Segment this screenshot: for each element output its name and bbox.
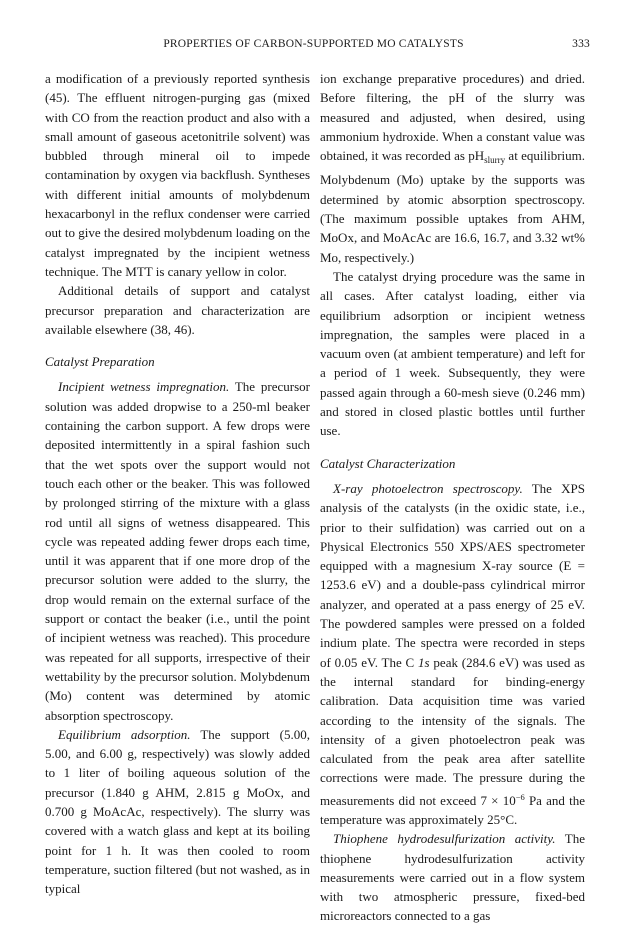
paragraph-drying-procedure: The catalyst drying procedure was the same in all cases. After catalyst loading, either via equilibrium adsorption or incipient wetness impregnation, the samples were placed in a vacuum oven (at ambient temperature) and left for a period of 1 week. Subsequently, they were passed again through a 60-mesh sieve (0.246 mm) and stored in closed plastic bottles until further use.: [320, 268, 585, 439]
paragraph-text: Pa and the temperature was approximately 25°C.: [320, 792, 586, 827]
paragraph-incipient-wetness: [45, 377, 310, 724]
page-header: [45, 38, 590, 56]
paragraph-text: The XPS analysis of the catalysts (in the oxidic state, i.e., prior to their sulfidation) was carried out on a Physical Electronics 550 XPS/AES spectrometer equipped with a magnesium X-ray source (E = 1253.6 eV) and a double-pass cylindrical mirror analyzer, and operated at a pass energy of 25 eV. The powdered samples were pressed on a folded indium plate. The spectra were recorded in steps of 0.05 eV. The C: [320, 480, 585, 670]
paragraph-additional-details: Additional details of support and catalyst precursor preparation and characterization are available elsewhere (38, 46).: [45, 283, 310, 337]
paragraph-text: at equilibrium. Molybdenum (Mo) uptake by the supports was determined by atomic absorption spectroscopy. (The maximum possible uptakes from AHM, MoOx, and MoAcAc are 16.6, 16.7, and 3.32 wt% Mo, respectively.): [320, 148, 586, 265]
superscript-exponent: −6: [515, 791, 525, 802]
runin-heading-xps: X-ray photoelectron spectroscopy.: [333, 480, 523, 496]
paragraph-text: ion exchange preparative procedures) and dried. Before filtering, the pH of the slurry was measured and adjusted, when desired, using ammonium hydroxide. When a constant value was obtained, it was recorded as pH: [320, 71, 585, 164]
right-column: [320, 69, 585, 926]
paragraph-text: The precursor solution was added dropwise to a 250-ml beaker containing the carbon support. A few drops were deposited intermittently in a spiral fashion such that the wet spots over the support would not touch each other or the beaker. This was followed by prolonged stirring of the mixture with a glass rod until all signs of wetness disappeared. This cycle was repeated adding fewer drops each time, until it was apparent that if one more drop of the precursor solution were added to the slurry, the drop would remain on the external surface of the support or contact the beaker (i.e., until the point of incipient wetness was reached). This procedure was repeated for all supports, irrespective of their wettability by the precursor solution. Molybdenum (Mo) content was determined by atomic absorption spectroscopy.: [45, 379, 311, 723]
runin-heading-thiophene-hds: Thiophene hydrodesulfurization activity.: [333, 831, 556, 847]
paragraph-ion-exchange-continued: [320, 69, 585, 267]
left-column: [45, 69, 310, 898]
paragraph-text: The support (5.00, 5.00, and 6.00 g, respectively) was slowly added to 1 liter of boiling aqueous solution of the precursor (1.840 g AHM, 2.815 g MoOx, and 0.700 g MoAcAc, respectively). The slurry was covered with a watch glass and kept at its boiling point for 1 h. It was then cooled to room temperature, suction filtered (but not washed, as in typical: [45, 726, 310, 897]
subscript-slurry: slurry: [484, 155, 506, 166]
paragraph-equilibrium-adsorption: [45, 725, 310, 899]
running-title: PROPERTIES OF CARBON-SUPPORTED MO CATALYSTS: [163, 38, 464, 50]
paragraph-synthesis-continued: a modification of a previously reported synthesis (45). The effluent nitrogen-purging gas (mixed with CO from the reaction product and also with a small amount of gaseous acetonitrile solvent) was bubbled through mineral oil to impede contamination by oxygen via backflush. Syntheses with different initial amounts of molybdenum hexacarbonyl in the reflux condenser were carried out to give the desired molybdenum loading on the catalyst impregnated by the incipient wetness technique. The MTT is canary yellow in color.: [45, 71, 311, 279]
runin-heading-incipient-wetness: Incipient wetness impregnation.: [58, 379, 230, 395]
paragraph-thiophene-hds: [320, 829, 585, 925]
paragraph-text: The thiophene hydrodesulfurization activity measurements were carried out in a flow system with two atmospheric pressure, fixed-bed microreactors connected to a gas: [320, 831, 585, 924]
page-number: 333: [572, 38, 590, 50]
runin-heading-equilibrium-adsorption: Equilibrium adsorption.: [58, 726, 191, 742]
section-heading-catalyst-preparation: Catalyst Preparation: [45, 354, 155, 370]
paragraph-text: peak (284.6 eV) was used as the internal standard for binding-energy calibration. Data acquisition time was varied according to the intensity of the signals. The intensity of a given photoelectron peak was calculated from the peak area after satellite corrections were made. The pressure during the measurements did not exceed 7 × 10: [320, 654, 585, 808]
paragraph-xps: [320, 479, 585, 829]
section-heading-catalyst-characterization: Catalyst Characterization: [320, 455, 456, 471]
italic-orbital-label: 1s: [418, 654, 430, 670]
